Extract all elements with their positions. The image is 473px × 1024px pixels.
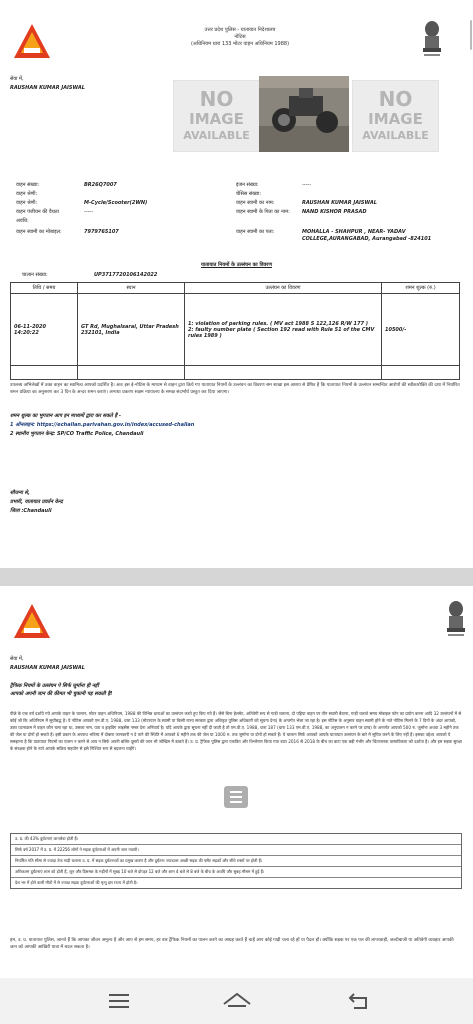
detail-label: वाहन स्वामी के पिता का नाम: bbox=[236, 209, 290, 215]
owner-name: RAUSHAN KUMAR JAISWAL bbox=[302, 200, 377, 206]
engine-number: ----- bbox=[302, 182, 312, 188]
motorcycle-photo-icon bbox=[259, 76, 349, 152]
violation-date: 06-11-2020 bbox=[14, 323, 46, 330]
th-violation: उल्लंघन का विवरण bbox=[185, 283, 382, 294]
table-row-empty bbox=[11, 366, 460, 380]
detail-label: वाहन संख्या: bbox=[16, 182, 40, 188]
vehicle-class: M-Cycle/Scooter(2WN) bbox=[84, 200, 148, 206]
header-line-1: उत्तर प्रदेश पुलिस - यातायात निदेशालय bbox=[204, 27, 276, 33]
national-emblem-icon bbox=[420, 20, 444, 60]
sign-courtesy: सौजन्य से, bbox=[10, 490, 30, 496]
up-police-logo-icon bbox=[12, 602, 52, 640]
up-police-logo-icon bbox=[12, 22, 52, 60]
vehicle-photo bbox=[259, 76, 349, 152]
detail-label: वाहन स्वामी का नाम: bbox=[236, 200, 275, 206]
to-label: सेवा में, bbox=[10, 76, 24, 82]
stat-row: निर्धारित गति सीमा से ज्यादा तेज गाड़ी चलाना उ. प्र. में सड़क दुर्घटनाओं का प्रमुख कारण है और दुर्घटना ज्यादातर अच्छी सड़क की फ्लैट सड़कों और सीधे रास्तों पर होती हैं। bbox=[11, 856, 461, 867]
registration-validity: ----- bbox=[84, 209, 94, 215]
fine-amount: 10500/- bbox=[382, 294, 460, 366]
national-emblem-icon bbox=[444, 600, 468, 640]
violation-title: यातायात नियमों के उल्लंघन का विवरण bbox=[201, 262, 272, 268]
closing-paragraph: हम, उ. प्र. यातायात पुलिस, जानते हैं कि आपका जीवन अमूल्य है और आप से हम समय, हर बार ट्रैफिक नियमों का पालन करने का आग्रह करते हैं चाहें आप कोई गाड़ी चला रहे हों या पैदल हों। क्योंकि सड़क पर एक पल की लापरवाही, जल्दीबाजी या अतिवेगी व्यवहार आपकी जान को आपकी आखिरी यात्रा में बदल सकता है। bbox=[10, 938, 454, 950]
violation-item: 1: violation of parking rules. ( MV act 1988 S 122,126 R/W 177 ) bbox=[188, 320, 368, 327]
stat-row: सिर्फ वर्ष 2017 में उ. प्र. में 22256 लोगों ने सड़क दुर्घटनाओं में अपनी जान गवायी। bbox=[11, 845, 461, 856]
header-line-3: (अधिनियम धारा 133 मोटर वाहन अधिनियम 1988) bbox=[190, 41, 290, 47]
recipient-name: RAUSHAN KUMAR JAISWAL bbox=[10, 665, 85, 671]
slogan-line-1: ट्रैफिक नियमों के उल्लंघन पे सिर्फ जुर्माना ही नहीं bbox=[10, 683, 99, 689]
recipient-name: RAUSHAN KUMAR JAISWAL bbox=[10, 85, 85, 91]
owner-address: MOHALLA - SHAHPUR , NEAR- YADAV COLLEGE,AURANGABAD, Aurangabad -824101 bbox=[302, 229, 432, 242]
header-line-2: नोटिस bbox=[234, 34, 246, 40]
detail-label: वाहन श्रेणी: bbox=[16, 200, 38, 206]
payment-title: शमन शुल्क का भुगतान आप इन माध्यमों द्वारा कर सकते हैं - bbox=[10, 413, 121, 419]
detail-label: वाहन पंजीयन की वैधता bbox=[16, 209, 59, 215]
notice-header bbox=[150, 27, 330, 48]
stat-row: देश भर में होने वाली मौतों में से ज्यादा सड़क दुर्घटनाओं की मृत्यु इस राज्य में होती है। bbox=[15, 880, 138, 885]
payment-online-link[interactable]: 1 ऑनलाइन: https://echallan.parivahan.gov.in/index/accused-challan bbox=[10, 422, 195, 428]
owner-father-name: NAND KISHOR PRASAD bbox=[302, 209, 367, 215]
vehicle-number: BR26Q7007 bbox=[84, 182, 117, 188]
detail-label: अवधि: bbox=[16, 218, 29, 224]
notice-page-2 bbox=[0, 586, 473, 978]
th-datetime: तिथि / समय bbox=[11, 283, 78, 294]
challan-label: चालान संख्या: bbox=[22, 272, 48, 278]
hamburger-icon bbox=[224, 786, 248, 808]
sign-district: जिला :Chandauli bbox=[10, 508, 52, 514]
to-label: सेवा में, bbox=[10, 656, 24, 662]
back-icon[interactable] bbox=[348, 991, 370, 1011]
slogan-line-2: आपको अपनी जान की कीमत भी चुकानी पड़ सकती है! bbox=[10, 691, 113, 697]
viewer-menu-button[interactable] bbox=[224, 786, 248, 808]
system-navigation-bar bbox=[0, 978, 473, 1024]
owner-mobile: 7979765107 bbox=[84, 229, 119, 235]
detail-label: वाहन स्वामी का पता: bbox=[236, 229, 275, 235]
th-amount: शमन शुल्क (रु.) bbox=[382, 283, 460, 294]
violation-time: 14:20:22 bbox=[14, 329, 39, 336]
no-image-placeholder-right: NO IMAGE AVAILABLE bbox=[352, 80, 439, 152]
stat-row: उ. प्र. की 43% दुर्घटनाएं जानलेवा होती हैं। bbox=[11, 834, 461, 845]
challan-number: UP3717720106142022 bbox=[94, 272, 158, 278]
violation-item: 2: faulty number plate ( Section 192 read with Rule 51 of the CMV rules 1989 ) bbox=[188, 326, 375, 339]
detail-label: वाहन श्रेणी: bbox=[16, 191, 38, 197]
menu-icon[interactable] bbox=[108, 991, 130, 1011]
table-row bbox=[11, 294, 460, 366]
notice-body: उपलब्ध अभिलेखों में उक्त वाहन का स्वामित्व आपको प्रदर्शित है। अतः इस ई-नोटिस के माध्यम से वाहन द्वारा किये गए यातायात नियमों के उल्लंघन का विवरण सम शाखा इस आशय से प्रेषित है कि यातायात नियमों के उल्लंघन सम्बन्धित आरोपों की स्वीकारोक्ति की दशा में निर्धारित शमन प्रक्रिया का अनुसरण कर 3 दिन के अन्दर शमन कराएं। अन्यथा प्रकरण सक्षम न्यायालय के समक्ष संदर्भार्थ प्रस्तुत कर दिया जाएगा। bbox=[10, 383, 460, 395]
violation-place: GT Rd, Mughalsarai, Uttar Pradesh 232101, India bbox=[78, 294, 185, 366]
detail-label: इंजन संख्या: bbox=[236, 182, 259, 188]
violation-table bbox=[10, 282, 460, 380]
th-place: स्थान bbox=[78, 283, 185, 294]
scroll-indicator[interactable] bbox=[470, 20, 472, 50]
no-image-placeholder-left: NO IMAGE AVAILABLE bbox=[173, 80, 260, 152]
payment-local-centre: 2 स्थानीय भुगतान केन्द्र: SP/CO Traffic Police, Chandauli bbox=[10, 431, 144, 437]
stat-row: अधिकतम दुर्घटनाएं शाम को होती हैं, जून और दिसम्बर के महीनों में सुबह 10 बजे से दोपहर 12 बजे और शाम 4 बजे से 8 बजे के बीच के अवधि और सुबह मौसम में हुई हैं। bbox=[11, 867, 461, 878]
page-separator bbox=[0, 568, 473, 586]
detail-label: चेसिस संख्या: bbox=[236, 191, 262, 197]
awareness-paragraph: पीछे के एक वर्ष दर्शाये गये आपके वाहन के चालान, मोटर वाहन अधिनियम, 1988 की विभिन्न धाराओं का उल्लंघन करते हुए किए गये हैं। जैसे बिना हेलमेट, अतिवेगी रूप से गाड़ी चलाना, दो पहिया वाहन पर तीन सवारी बैठाना, गाड़ी चलाते समय मोबाइल फोन का प्रयोग करना आदि 32 उल्लंघनों में से कोई जो कि अधिनियम में सूचीबद्ध है। ये नोटिस आपको एम.वी.ए. 1988, धारा 133 (मोटरयान के स्वामी या किसी राज्य सरकार द्वारा अधिकृत पुलिस अधिकारी को सूचना देना) के अन्तर्गत भेजा जा रहा है। इस नोटिस के अनुसार वाहन स्वामी होने के नाते नोटिस मिलने के 7 दिनों के अंदर आपको, उक्त घटनाक्रम में वाहन कौन चला रहा था, उसका नाम, पता व ड्राइविंग लाइसेंस नम्बर देना अनिवार्य है। यदि आपके द्वारा सूचना नहीं दी जाती है तो एम.वी.ए. 1988, धारा 187 (धारा 133 एम.वी.ए. 1988, का अनुपालन न करने पर दण्ड) के अन्तर्गत आपको 500 रु. जुर्माना अथवा 3 महीने तक की जेल या दोनों हो सकते हैं। इसी प्रकार के अपराध भविष्य में दोबारा जानकारी न दे पाने की स्थिति में आपको 6 महीने तक की जेल या 1000 रु. तक जुर्माना या दोनों हो सकते हैं। ये चालान सिर्फ आपको आपके यातायात उल्लंघन के बारे में सूचित करने के लिए नहीं हैं। इसका उद्देश्य आपको ये समझाना है कि यातायात नियमों का पालन न करने से आप न सिर्फ अपनी बल्कि दूसरों की जान भी जोखिम में डालते हैं। उ. प्र. ट्रैफिक पुलिस द्वारा एकत्रित और विश्लेषण किया गया डाटा 2016 से 2018 के बीच का डाटा एक बड़ी गंभीर और चिंताजनक वास्तविकता को दर्शाता है। और हम सड़क सुरक्षा के संरक्षक होने के नाते आपके सक्रिय सहयोग से इसे निश्चित रूप से बदलना चाहेंगे। bbox=[10, 711, 462, 751]
sign-officer: प्रभारी, यातायात प्रवर्तन केन्द्र bbox=[10, 499, 63, 505]
accident-stats-box bbox=[10, 833, 462, 889]
home-icon[interactable] bbox=[222, 991, 252, 1011]
detail-label: वाहन स्वामी का मोबाइल: bbox=[16, 229, 62, 235]
